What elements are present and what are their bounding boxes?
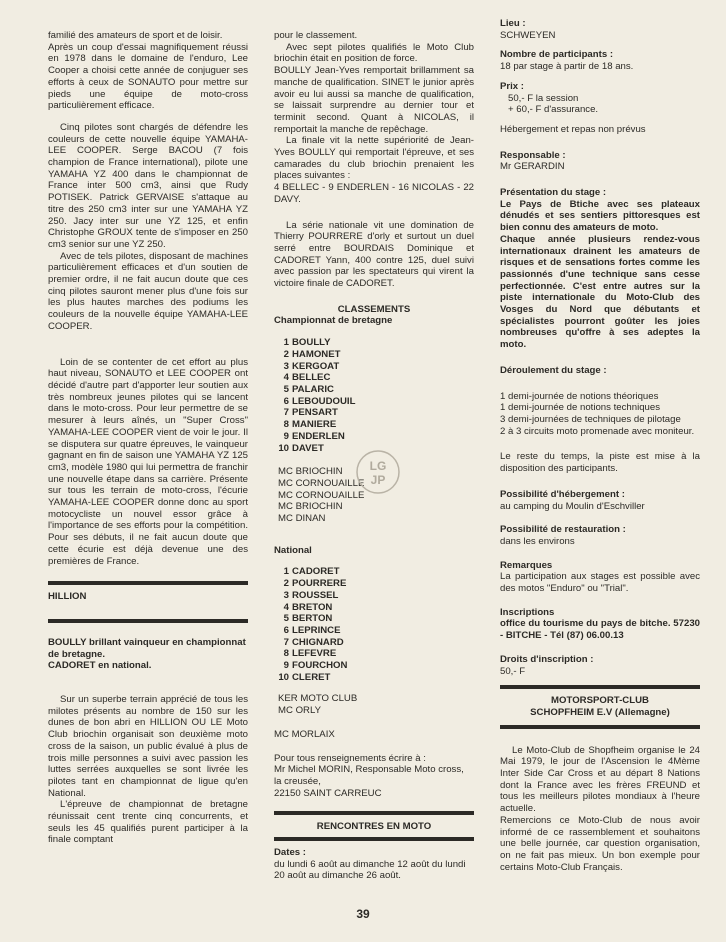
ranking-entry: [274, 672, 474, 684]
rank-number: 6: [283, 395, 289, 407]
section-rule: [500, 725, 700, 729]
ranking-entry: [274, 660, 474, 672]
paragraph: Avec de tels pilotes, disposant de machines particulièrement efficaces et d'un soutien de premier ordre, il ne fait aucun doute que ces cinq pilotes sauront mener plus d'une fois sur les plus hautes marches des podiums les couleurs de la nouvelle équipe YAMAHA-LEE COOPER.: [48, 250, 248, 332]
deroulement-line: 3 demi-journées de techniques de pilotage: [500, 413, 681, 425]
rank-name: POURRERE: [292, 578, 347, 590]
rank-name: ENDERLEN: [292, 430, 345, 442]
prix-line: 50,- F la session: [508, 92, 579, 104]
section-heading-hillion: HILLION: [48, 591, 87, 603]
rank-name: PENSART: [292, 407, 338, 419]
dates-label: Dates :: [274, 847, 306, 859]
contact-line: 22150 SAINT CARREUC: [274, 787, 382, 799]
paragraph: 4 BELLEC - 9 ENDERLEN - 16 NICOLAS - 22 DAVY.: [274, 182, 474, 205]
responsable-label: Responsable :: [500, 149, 566, 161]
motorsport-heading: MOTORSPORT-CLUB: [551, 695, 649, 707]
remarques-label: Remarques: [500, 559, 553, 571]
club-entry: MC ORLY: [278, 705, 321, 717]
section-rule: [274, 837, 474, 841]
deroulement-line: 1 demi-journée de notions techniques: [500, 402, 661, 414]
section-rule: [48, 581, 248, 585]
rank-name: DAVET: [292, 442, 324, 454]
rank-number: 3: [283, 360, 289, 372]
ranking-entry: [274, 613, 474, 625]
rank-number: 5: [283, 383, 289, 395]
rank-number: 10: [278, 671, 289, 683]
ranking-entry: [274, 637, 474, 649]
rank-number: 3: [283, 589, 289, 601]
rank-number: 5: [283, 613, 289, 625]
ranking-entry: [274, 419, 474, 431]
championnat-heading: Championnat de bretagne: [274, 315, 393, 327]
poss-heb-label: Possibilité d'hébergement :: [500, 488, 625, 500]
rank-name: FOURCHON: [292, 660, 348, 672]
rank-name: LEBOUDOUIL: [292, 395, 356, 407]
ranking-entry: [274, 566, 474, 578]
svg-text:JP: JP: [370, 473, 386, 487]
motorsport-heading: SCHOPFHEIM E.V (Allemagne): [530, 706, 670, 718]
deroulement-line: 1 demi-journée de notions théoriques: [500, 390, 659, 402]
lieu-value: SCHWEYEN: [500, 29, 556, 41]
club-entry: MC DINAN: [278, 513, 326, 525]
paragraph: Après un coup d'essai magnifiquement réussi en 1978 dans le domaine de l'enduro, Lee Cooper a choisi cette année de conjuguer ses efforts à ceux de SONAUTO pour mettre sur pieds une équipe de moto-cross particulièrement efficace.: [48, 41, 248, 112]
subheading: CADORET en national.: [48, 660, 152, 672]
prix-line: + 60,- F d'assurance.: [508, 104, 599, 116]
presentation-label: Présentation du stage :: [500, 187, 607, 199]
national-ranking: [274, 566, 474, 683]
rank-number: 9: [283, 430, 289, 442]
paragraph: BOULLY Jean-Yves remportait brillamment sa manche de qualification. SINET le junior après avoir eu lui aussi sa manche de qualification, se laissait surprendre au dernier tour et terminit second. Quant à NICOLAS, il remportait la manche de repêchage.: [274, 65, 474, 135]
droits-label: Droits d'inscription :: [500, 653, 594, 665]
club-entry: MC CORNOUAILLE: [278, 489, 365, 501]
rank-number: 1: [283, 337, 289, 349]
rank-name: BELLEC: [292, 372, 331, 384]
deroulement-line: 2 à 3 circuits moto promenade avec moniteur.: [500, 425, 695, 437]
contact-block: [274, 753, 474, 800]
rank-number: 4: [283, 601, 289, 613]
contact-line: Pour tous renseignements écrire à :: [274, 752, 426, 764]
rank-name: BERTON: [292, 613, 333, 625]
ranking-entry: [274, 625, 474, 637]
club-entry: MC BRIOCHIN: [278, 466, 343, 478]
paragraph: Cinq pilotes sont chargés de défendre les couleurs de cette nouvelle équipe YAMAHA-LEE COOPER. Serge BACOU (7 fois champion de France international), pilote une YAMAHA YZ 400 dans le championnat de France inter 500 cm3, ainsi que Rudy POTISEK. Patrick GERVAISE s'attaque au titre des 250 cm3 inter sur une YAMAHA YZ 250. Jacy inter sur une YZ 125, et enfin Christophe GROUX tente de s'imposer en 250 cm3 senior sur une YZ 250.: [48, 121, 248, 250]
motorsport-text: Le Moto-Club de Shopfheim organise le 24 Mai 1979, le jour de l'Ascension le 4Mème Inter Side Car Cross et au départ 8 Nations dont la France avec les frères FREUND et tous les meilleurs pilotes mondiaux à l'heure actuelle.: [500, 744, 700, 815]
paragraph: Avec sept pilotes qualifiés le Moto Club briochin était en position de force.: [274, 41, 474, 65]
rank-number: 1: [283, 566, 289, 578]
contact-line: Mr Michel MORIN, Responsable Moto cross,: [274, 764, 464, 776]
club-entry: MC CORNOUAILLE: [278, 477, 365, 489]
presentation-text: Chaque année plusieurs rendez-vous internationaux drainent les amateurs de risques et de sensations fortes comme les passionnés d'une technique sans cesse perfectionnée. C'est entre autres sur la piste internationale du Moto-Club des Vosges du Nord que débutants et spécialistes pourront goûter les joies nombreuses qu'offre à ses adeptes la moto.: [500, 233, 700, 351]
inscriptions-label: Inscriptions: [500, 606, 555, 618]
ranking-entry: [274, 396, 474, 408]
hebergement-repas: Hébergement et repas non prévus: [500, 123, 646, 135]
rank-number: 9: [283, 660, 289, 672]
rank-name: PALARIC: [292, 383, 334, 395]
poss-heb-value: au camping du Moulin d'Eschviller: [500, 500, 645, 512]
rank-name: KERGOAT: [292, 360, 340, 372]
paragraph: pour le classement.: [274, 30, 358, 41]
section-rule: [274, 811, 474, 815]
section-rule: [48, 619, 248, 623]
remarques-text: La participation aux stages est possible avec des motos "Enduro" ou "Trial".: [500, 571, 700, 595]
ranking-entry: [274, 337, 474, 349]
national-heading: National: [274, 544, 312, 556]
ranking-entry: [274, 361, 474, 373]
paragraph: La série nationale vit une domination de Thierry POURRERE d'orly et surtout un duel serré entre BOURDAIS Dominique et CADORET Yann, 400 contre 125, duel suivi avec passion par les spectateurs qui virent la victoire finale de CADORET.: [274, 219, 474, 290]
rank-name: BRETON: [292, 601, 333, 613]
ranking-entry: [274, 431, 474, 443]
ranking-entry: [274, 590, 474, 602]
rencontres-heading: RENCONTRES EN MOTO: [316, 821, 432, 833]
classements-heading: CLASSEMENTS: [337, 303, 411, 315]
rank-number: 7: [283, 407, 289, 419]
paragraph: Sur un superbe terrain apprécié de tous les milotes présents au nombre de 150 sur les dunes de bon abri en HILLION OU LE Moto Club briochin organisait son deuxième moto cross de la saison, un public évalué à plus de trois mille personnes a suivi avec passion les luttes serrées auxquelles se sont livrée les pilotes tant en championnat de ligue qu'en National.: [48, 694, 248, 799]
library-stamp-icon: [353, 447, 403, 497]
paragraph: L'épreuve de championnat de bretagne réunissait cent trente cinq concurrents, et seuls les 45 qualifiés purent participer à la finale comptant: [48, 799, 248, 846]
lieu-label: Lieu :: [500, 18, 526, 29]
contact-line: la creusée,: [274, 775, 321, 787]
rank-name: CADORET: [292, 566, 340, 578]
rank-name: ROUSSEL: [292, 589, 339, 601]
page-number: 39: [356, 907, 370, 921]
reste-text: Le reste du temps, la piste est mise à la disposition des participants.: [500, 451, 700, 475]
column-left: [48, 30, 248, 856]
participants-value: 18 par stage à partir de 18 ans.: [500, 61, 634, 73]
rank-number: 7: [283, 636, 289, 648]
poss-rest-value: dans les environs: [500, 535, 575, 547]
droits-value: 50,- F: [500, 665, 526, 677]
section-rule: [500, 685, 700, 689]
inscriptions-text: office du tourisme du pays de bitche. 57230 - BITCHE - Tél (87) 06.00.13: [500, 618, 700, 642]
rank-name: CLERET: [292, 671, 331, 683]
ranking-entry: [274, 648, 474, 660]
paragraph: La finale vit la nette supériorité de Jean-Yves BOULLY qui remportait l'épreuve, et ses camarades du club briochin prenaient les places suivantes :: [274, 135, 474, 182]
rank-name: CHIGNARD: [292, 636, 344, 648]
rank-number: 4: [283, 372, 289, 384]
ranking-entry: [274, 384, 474, 396]
ranking-entry: [274, 372, 474, 384]
poss-rest-label: Possibilité de restauration :: [500, 524, 626, 536]
dates-text: du lundi 6 août au dimanche 12 août du lundi 20 août au dimanche 26 août.: [274, 858, 466, 882]
paragraph: familié des amateurs de sport et de loisir.: [48, 30, 223, 41]
rank-name: LEFEVRE: [292, 648, 337, 660]
responsable-value: Mr GERARDIN: [500, 161, 565, 173]
rank-number: 8: [283, 648, 289, 660]
rank-number: 8: [283, 419, 289, 431]
ranking-entry: [274, 349, 474, 361]
prix-label: Prix :: [500, 80, 524, 92]
column-right: [500, 18, 700, 873]
club-entry: KER MOTO CLUB: [278, 693, 358, 705]
championnat-ranking: [274, 337, 474, 454]
rank-number: 2: [283, 348, 289, 360]
paragraph: Loin de se contenter de cet effort au plus haut niveau, SONAUTO et LEE COOPER ont décidé d'autre part d'apporter leur soutien aux très nombreux jeunes pilotes qui se lancent dans le moto-cross. Pour leur permettre de se mesurer à leurs aînés, un "Super Cross" YAMAHA-LEE COOPER vient de voir le jour. Il se disputera sur quatre épreuves, le vainqueur gagnant en fin de saison une YAMAHA YZ 125 cm3, modèle 1980 qui lui permettra de franchir une nouvelle étape dans sa carrière. Présente sur tous les terrain de moto-cross, l'écurie YAMAHA-LEE COOPER donne donc au sport motocycliste un nouvel essor grâce à l'importance de ses efforts pour la compétition. Pour ses débuts, il ne fait aucun doute que cette écurie est déjà devenue une des premières de France.: [48, 356, 248, 567]
ranking-entry: [274, 602, 474, 614]
club-entry: MC BRIOCHIN: [278, 501, 343, 513]
ranking-entry: [274, 578, 474, 590]
rank-number: 6: [283, 624, 289, 636]
subheading: BOULLY brillant vainqueur en championnat de bretagne.: [48, 636, 246, 660]
svg-text:LG: LG: [369, 459, 387, 473]
rank-name: LEPRINCE: [292, 624, 341, 636]
rank-number: 2: [283, 578, 289, 590]
ranking-entry: [274, 407, 474, 419]
motorsport-text: Remercions ce Moto-Club de nous avoir informé de ce rassemblement et souhaitons une belle journée, car question organisation, on ne fait pas mieux. Un bon exemple pour certains Moto-Club Français.: [500, 814, 700, 873]
presentation-text: Le Pays de Btiche avec ses plateaux dénudés et ses sentiers pittoresques est bien connu des amateurs de moto.: [500, 198, 700, 234]
rank-number: 10: [278, 442, 289, 454]
club-morlaix: MC MORLAIX: [274, 728, 335, 740]
rank-name: MANIERE: [292, 419, 337, 431]
national-clubs: [274, 693, 474, 716]
deroulement-label: Déroulement du stage :: [500, 364, 607, 376]
rank-name: HAMONET: [292, 348, 341, 360]
participants-label: Nombre de participants :: [500, 49, 614, 61]
rank-name: BOULLY: [292, 337, 331, 349]
